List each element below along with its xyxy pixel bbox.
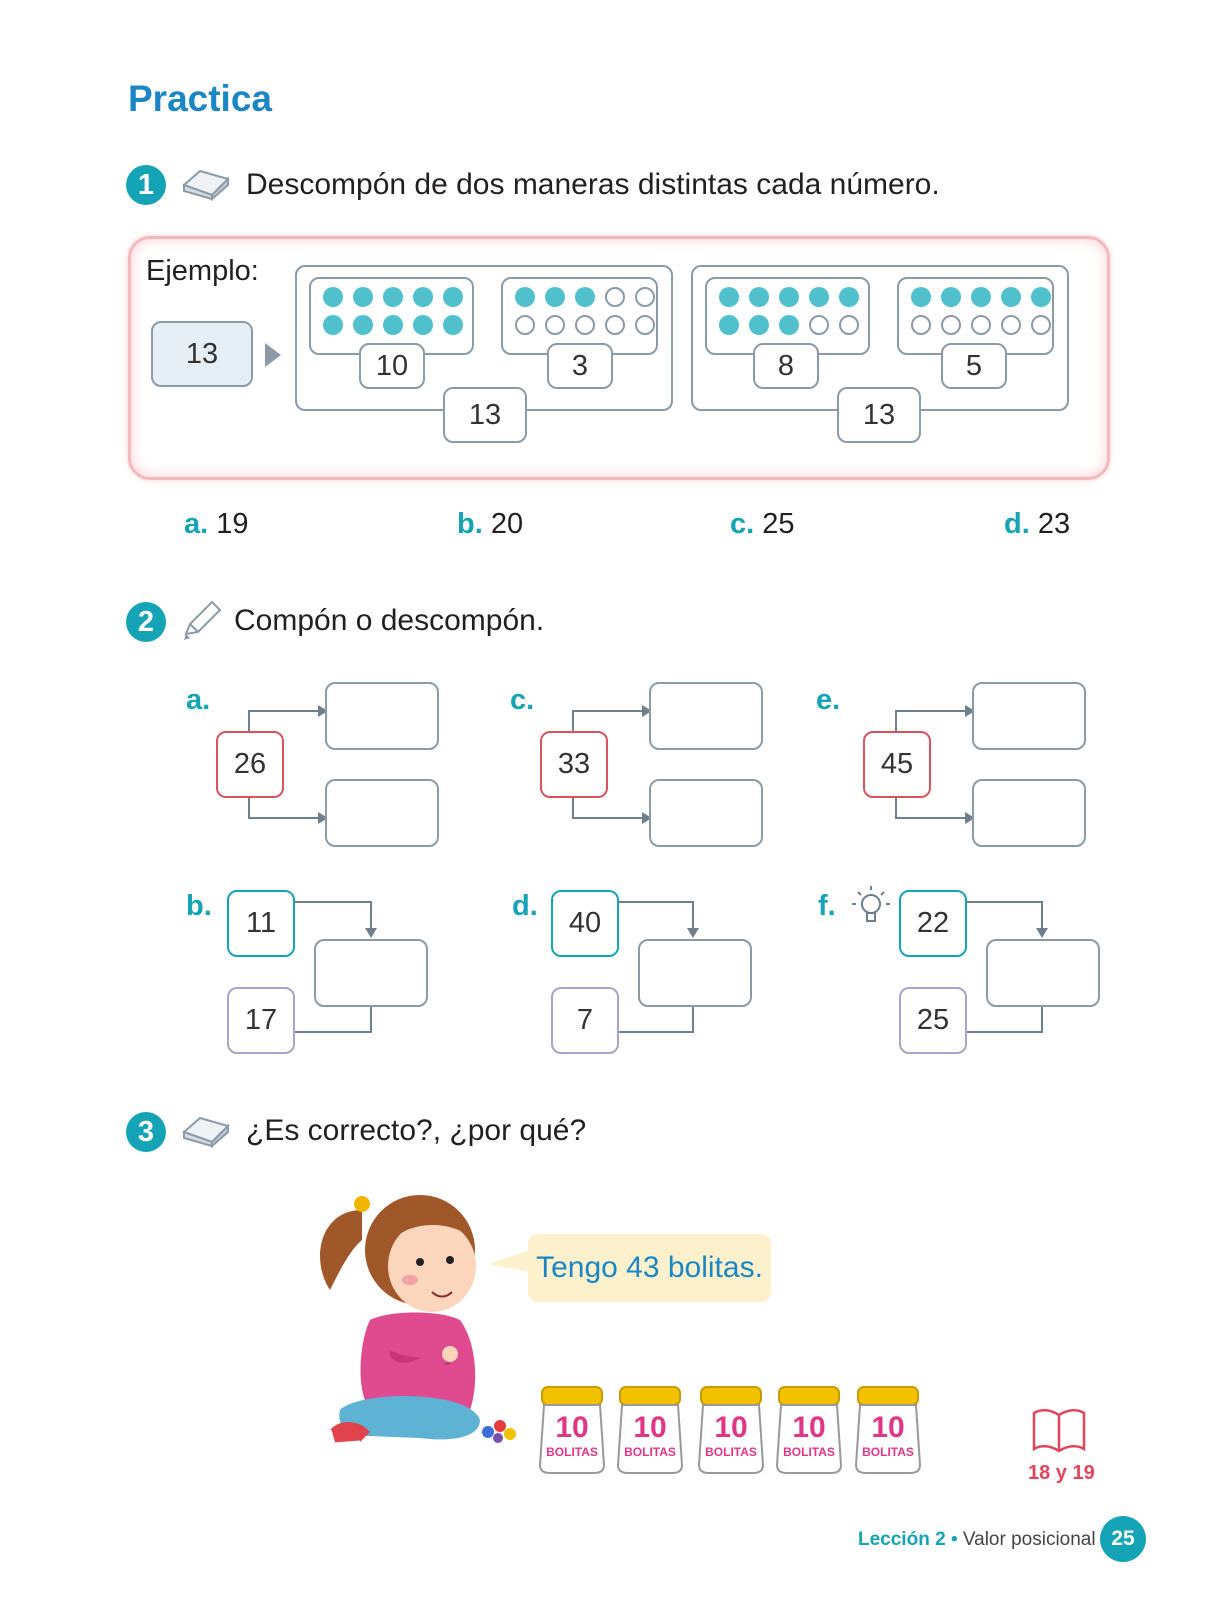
compose-top-box: 22 [899, 890, 967, 957]
exercise-1-badge: 1 [126, 165, 166, 205]
exercise-1-instruction: Descompón de dos maneras distintas cada número. [246, 168, 940, 201]
item-letter: d. [1004, 508, 1030, 540]
compose-letter: f. [818, 890, 836, 922]
compose-top-box: 40 [551, 890, 619, 957]
footer-lesson: Lección 2 [858, 1529, 946, 1550]
answer-box[interactable] [972, 682, 1086, 750]
lightbulb-icon [850, 884, 892, 928]
exercise-3-badge: 3 [126, 1112, 166, 1152]
item-letter: c. [730, 508, 755, 540]
answer-box[interactable] [638, 939, 752, 1007]
answer-box[interactable] [649, 779, 763, 847]
answer-box[interactable] [972, 779, 1086, 847]
jar-label: BOLITAS [624, 1445, 676, 1459]
marble-jar [616, 1385, 684, 1475]
start-number-box: 13 [151, 321, 253, 387]
total-box: 13 [443, 387, 527, 443]
decompose-letter: e. [816, 684, 841, 716]
compose-bottom-box: 25 [899, 987, 967, 1054]
eraser-icon [180, 1112, 232, 1148]
footer-separator: • [950, 1529, 958, 1550]
answer-box[interactable] [314, 939, 428, 1007]
jar-label: BOLITAS [783, 1445, 835, 1459]
decompose-letter: c. [510, 684, 535, 716]
item-value: 25 [762, 508, 795, 540]
compose-top-box: 11 [227, 890, 295, 957]
answer-box[interactable] [325, 779, 439, 847]
answer-box[interactable] [649, 682, 763, 750]
item-letter: a. [184, 508, 209, 540]
example-label: Ejemplo: [146, 255, 259, 287]
jar-number: 10 [555, 1411, 589, 1444]
answer-box[interactable] [986, 939, 1100, 1007]
exercise-3-instruction: ¿Es correcto?, ¿por qué? [246, 1114, 587, 1147]
exercise-2-instruction: Compón o descompón. [234, 604, 545, 637]
compose-bottom-box: 17 [227, 987, 295, 1054]
tens-value-box: 10 [359, 343, 425, 389]
decompose-letter: a. [186, 684, 211, 716]
tens-value-box: 8 [753, 343, 819, 389]
compose-letter: d. [512, 890, 538, 922]
exercise-2-badge: 2 [126, 602, 166, 642]
total-box: 13 [837, 387, 921, 443]
book-icon [1030, 1405, 1088, 1453]
marble-jar [538, 1385, 606, 1475]
footer-topic: Valor posicional [962, 1529, 1096, 1550]
ones-value-box: 3 [547, 343, 613, 389]
jar-label: BOLITAS [862, 1445, 914, 1459]
item-value: 20 [490, 508, 524, 540]
compose-letter: b. [186, 890, 212, 922]
compose-bottom-box: 7 [551, 987, 619, 1054]
page-title: Practica [128, 78, 272, 119]
jar-number: 10 [792, 1411, 826, 1444]
marble-jar [775, 1385, 843, 1475]
answer-box[interactable] [325, 682, 439, 750]
decompose-source-box: 33 [540, 731, 608, 798]
footer [858, 1529, 1096, 1551]
decompose-source-box: 45 [863, 731, 931, 798]
jar-number: 10 [633, 1411, 667, 1444]
girl-illustration [300, 1180, 540, 1480]
item-value: 23 [1037, 508, 1071, 540]
ones-value-box: 5 [941, 343, 1007, 389]
marble-jar [697, 1385, 765, 1475]
jar-number: 10 [871, 1411, 905, 1444]
page-number: 25 [1100, 1516, 1146, 1562]
speech-bubble: Tengo 43 bolitas. [528, 1234, 771, 1302]
item-letter: b. [457, 508, 483, 540]
jar-label: BOLITAS [546, 1445, 598, 1459]
jar-number: 10 [714, 1411, 748, 1444]
decompose-source-box: 26 [216, 731, 284, 798]
item-value: 19 [216, 508, 249, 540]
book-reference: 18 y 19 [1028, 1462, 1095, 1484]
marble-jar [854, 1385, 922, 1475]
jar-label: BOLITAS [705, 1445, 757, 1459]
speech-pointer [486, 1246, 532, 1276]
